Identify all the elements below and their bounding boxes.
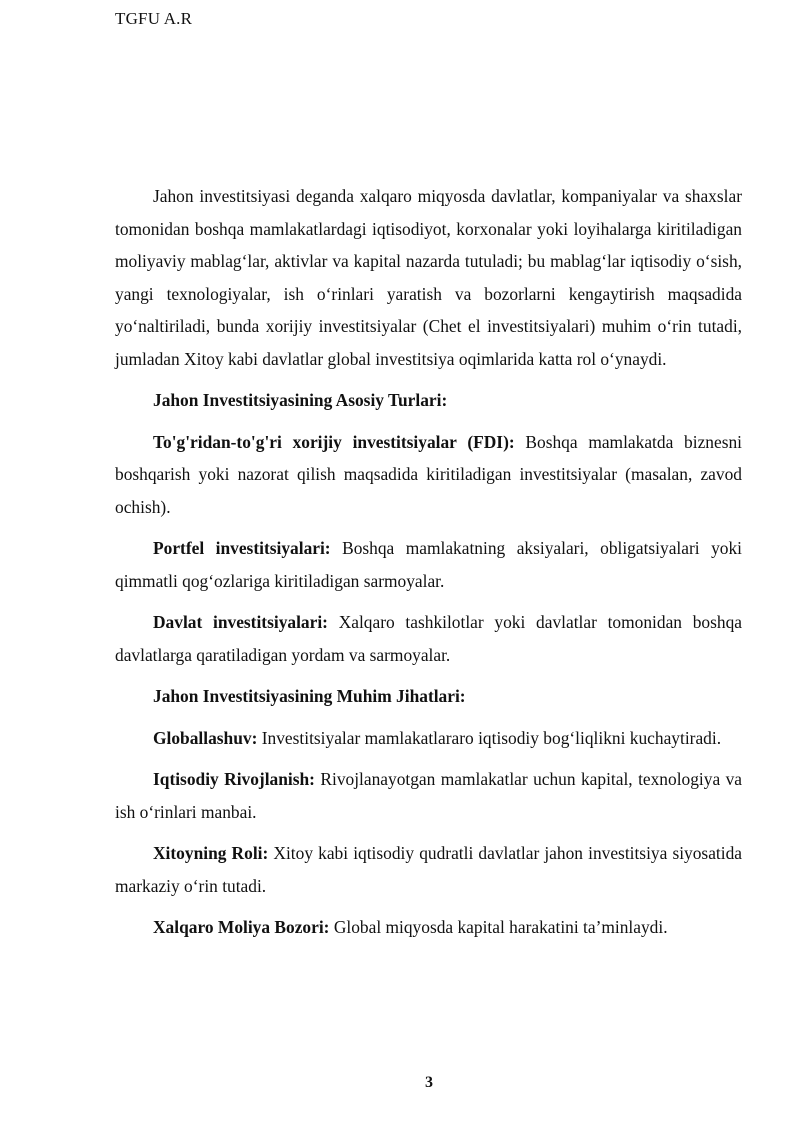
type-item-fdi (115, 426, 742, 524)
page-number: 3 (425, 1074, 433, 1091)
aspect-term: Xalqaro Moliya Bozori: (153, 917, 330, 937)
intro-paragraph: Jahon investitsiyasi deganda xalqaro miqyosda davlatlar, kompaniyalar va shaxslar tomonidan boshqa mamlakatlardagi iqtisodiyot, korxonalar yoki loyihalarga kiritiladigan moliyaviy mablag‘lar, aktivlar va kapital nazarda tutuladi; bu mablag‘lar iqtisodiy o‘sish, yangi texnologiyalar, ish o‘rinlari yaratish va bozorlarni kengaytirish maqsadida yo‘naltiriladi, bunda xorijiy investitsiyalar (Chet el investitsiyalari) muhim o‘rin tutadi, jumladan Xitoy kabi davlatlar global investitsiya oqimlarida katta rol o‘ynaydi. (115, 186, 742, 369)
type-term: Portfel investitsiyalari: (153, 538, 331, 558)
aspect-item-globalization (115, 722, 742, 755)
aspect-description: Investitsiyalar mamlakatlararo iqtisodiy bog‘liqlikni kuchaytiradi. (261, 727, 722, 748)
type-term: To'g'ridan-to'g'ri xorijiy investitsiyalar (FDI): (153, 431, 515, 452)
type-description: Boshqa mamlakatning aksiyalari, obligatsiyalari yoki qimmatli qog‘ozlariga kiritiladigan sarmoyalar. (115, 538, 742, 591)
type-term: Davlat investitsiyalari: (153, 612, 328, 632)
aspect-description: Rivojlanayotgan mamlakatlar uchun kapital, texnologiya va ish o‘rinlari manbai. (115, 769, 742, 822)
aspect-description: Xitoy kabi iqtisodiy qudratli davlatlar jahon investitsiya siyosatida markaziy o‘rin tutadi. (115, 843, 742, 896)
type-item-government (115, 606, 742, 671)
page-header: TGFU A.R (115, 9, 193, 28)
aspect-term: Globallashuv: (153, 727, 258, 748)
aspect-item-financial-market (115, 911, 742, 944)
type-description: Boshqa mamlakatda biznesni boshqarish yoki nazorat qilish maqsadida kiritiladigan investitsiyalar (masalan, zavod ochish). (115, 431, 742, 517)
type-description: Xalqaro tashkilotlar yoki davlatlar tomonidan boshqa davlatlarga qaratiladigan yordam va sarmoyalar. (115, 612, 742, 665)
types-heading: Jahon Investitsiyasining Asosiy Turlari: (153, 390, 448, 410)
aspects-heading: Jahon Investitsiyasining Muhim Jihatlari: (153, 686, 466, 706)
aspect-term: Xitoyning Roli: (153, 843, 269, 863)
aspect-item-china-role (115, 837, 742, 902)
aspect-description: Global miqyosda kapital harakatini ta’minlaydi. (333, 917, 668, 937)
aspect-item-development (115, 763, 742, 828)
document-body (115, 180, 742, 953)
aspect-term: Iqtisodiy Rivojlanish: (153, 769, 315, 789)
type-item-portfolio (115, 532, 742, 597)
